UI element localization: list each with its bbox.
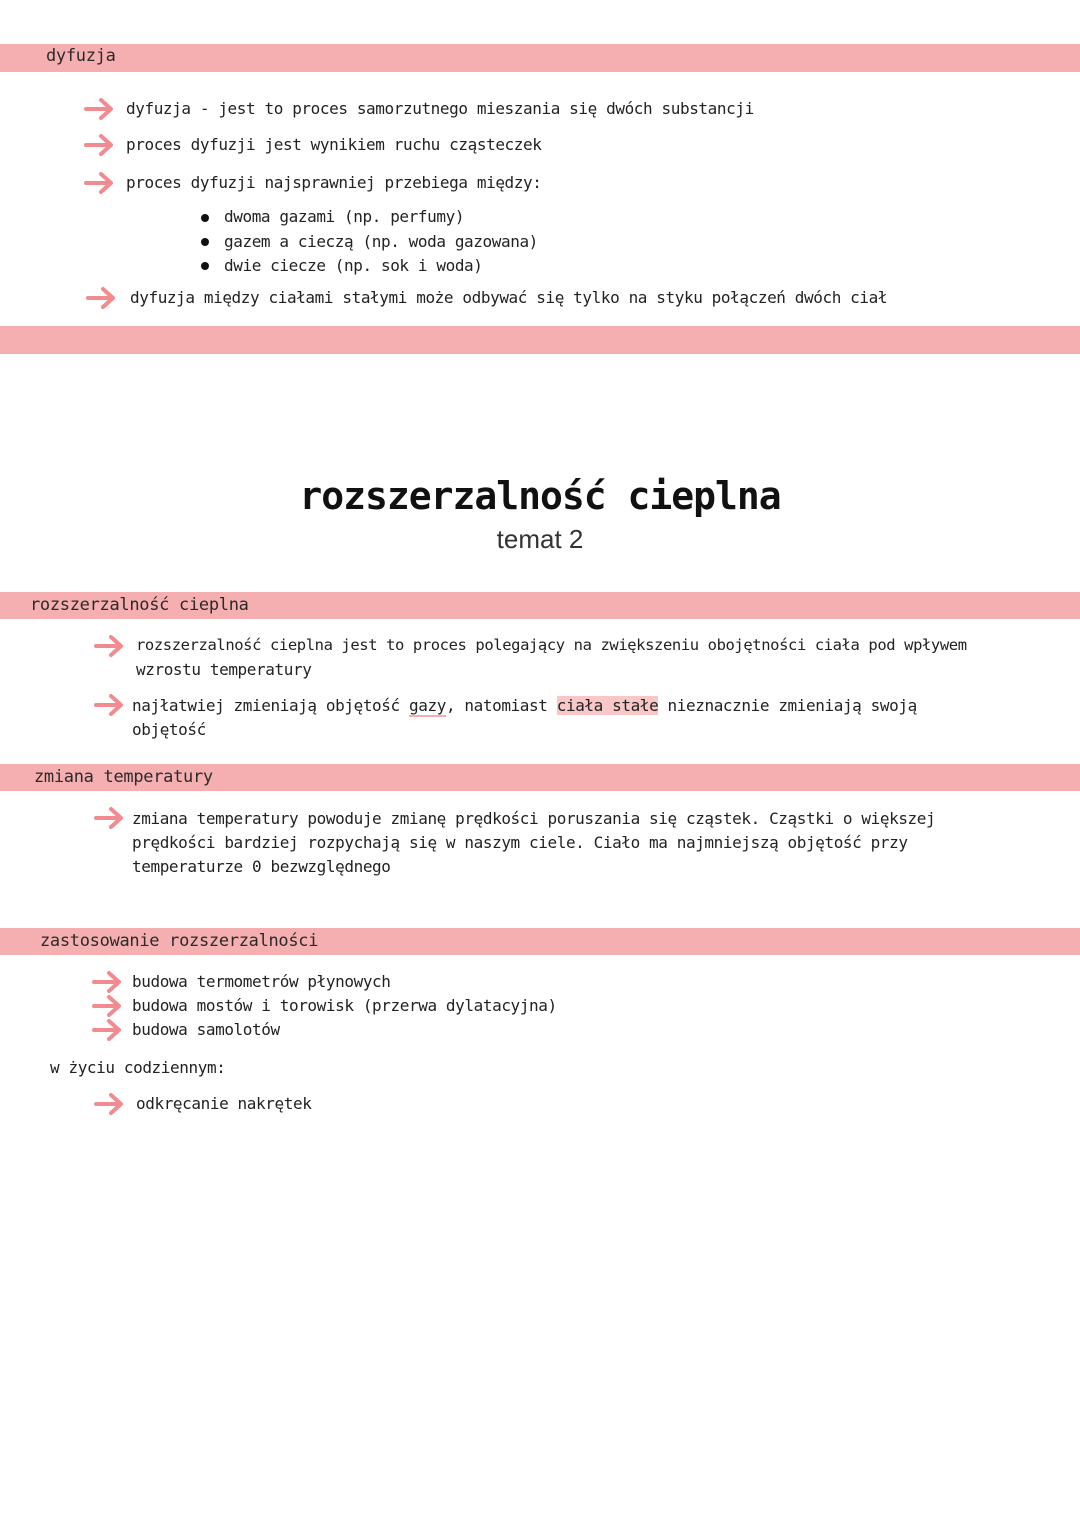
list-item: budowa termometrów płynowych xyxy=(132,972,391,991)
bullet-item: gazem a cieczą (np. woda gazowana) xyxy=(224,232,538,251)
divider-band xyxy=(0,326,1080,354)
list-item: budowa samolotów xyxy=(132,1020,280,1039)
list-item: budowa mostów i torowisk (przerwa dylatacyjna) xyxy=(132,996,557,1015)
page-subtitle: temat 2 xyxy=(496,524,584,554)
text-segment: , natomiast xyxy=(445,696,557,715)
section-band-dyfuzja xyxy=(0,44,1080,72)
list-item: dyfuzja - jest to proces samorzutnego mieszania się dwóch substancji xyxy=(126,99,754,118)
bullet-icon xyxy=(201,262,209,270)
list-item: proces dyfuzji jest wynikiem ruchu cząsteczek xyxy=(126,135,542,154)
arrow-icon xyxy=(92,970,122,994)
list-item-continuation: objętość xyxy=(132,720,206,739)
bullet-item: dwie ciecze (np. sok i woda) xyxy=(224,256,483,275)
arrow-icon xyxy=(84,171,114,195)
list-item: rozszerzalność cieplna jest to proces polegający na zwiększeniu obojętności ciała pod wpływem xyxy=(136,636,967,654)
list-item xyxy=(132,696,917,715)
list-item: proces dyfuzji najsprawniej przebiega między: xyxy=(126,173,542,192)
highlight-gazy: gazy xyxy=(409,696,446,715)
arrow-icon xyxy=(92,994,122,1018)
arrow-icon xyxy=(94,806,124,830)
bullet-icon xyxy=(201,214,209,222)
paragraph-line: temperaturze 0 bezwzględnego xyxy=(132,857,391,876)
section-heading: zastosowanie rozszerzalności xyxy=(40,931,319,951)
section-heading: dyfuzja xyxy=(46,46,116,66)
page-title: rozszerzalność cieplna xyxy=(299,474,781,518)
arrow-icon xyxy=(92,1018,122,1042)
paragraph-line: prędkości bardziej rozpychają się w naszym ciele. Ciało ma najmniejszą objętość przy xyxy=(132,833,908,852)
bullet-item: dwoma gazami (np. perfumy) xyxy=(224,207,465,226)
arrow-icon xyxy=(84,133,114,157)
arrow-icon xyxy=(86,286,116,310)
arrow-icon xyxy=(84,97,114,121)
section-heading: rozszerzalność cieplna xyxy=(30,595,249,615)
daily-life-label: w życiu codziennym: xyxy=(50,1058,226,1077)
list-item: odkręcanie nakrętek xyxy=(136,1094,312,1113)
text-segment: najłatwiej zmieniają objętość xyxy=(132,696,409,715)
text-segment: nieznacznie zmieniają swoją xyxy=(658,696,917,715)
bullet-icon xyxy=(201,238,209,246)
arrow-icon xyxy=(94,693,124,717)
list-item: dyfuzja między ciałami stałymi może odbywać się tylko na styku połączeń dwóch ciał xyxy=(130,288,888,307)
section-heading: zmiana temperatury xyxy=(34,767,213,787)
list-item-continuation: wzrostu temperatury xyxy=(136,660,312,679)
highlight-ciala-stale: ciała stałe xyxy=(556,696,659,715)
arrow-icon xyxy=(94,1092,124,1116)
arrow-icon xyxy=(94,634,124,658)
paragraph-line: zmiana temperatury powoduje zmianę prędkości poruszania się cząstek. Cząstki o większej xyxy=(132,809,936,828)
